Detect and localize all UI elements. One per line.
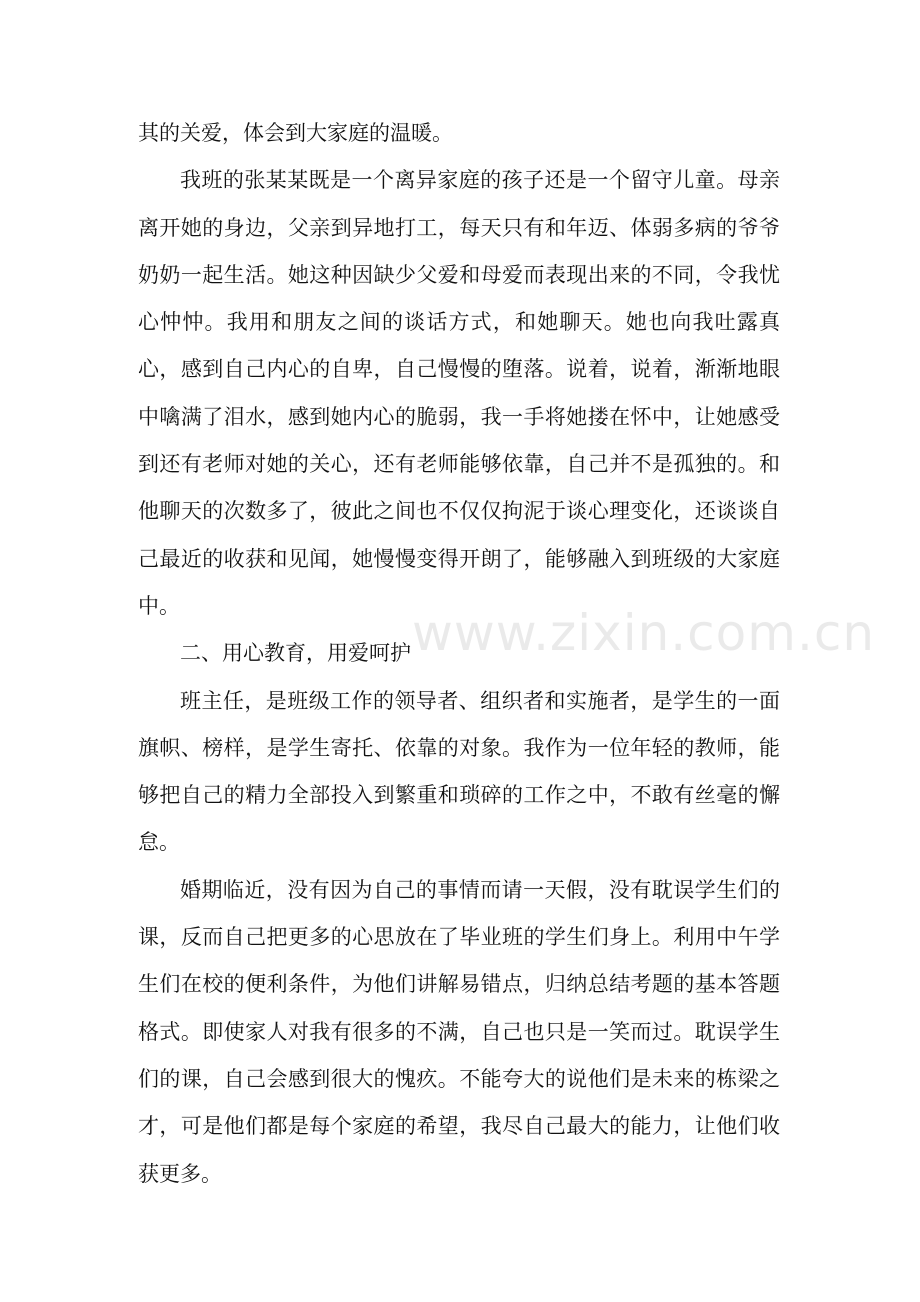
- paragraph: 我班的张某某既是一个离异家庭的孩子还是一个留守儿童。母亲离开她的身边，父亲到异地打工，每天只有和年迈、体弱多病的爷爷奶奶一起生活。她这种因缺少父爱和母爱而表现出来的不同，令我忧心忡忡。我用和朋友之间的谈话方式，和她聊天。她也向我吐露真心，感到自己内心的自卑，自己慢慢的堕落。说着，说着，渐渐地眼中噙满了泪水，感到她内心的脆弱，我一手将她搂在怀中，让她感受到还有老师对她的关心，还有老师能够依靠，自己并不是孤独的。和他聊天的次数多了，彼此之间也不仅仅拘泥于谈心理变化，还谈谈自己最近的收获和见闻，她慢慢变得开朗了，能够融入到班级的大家庭中。: [138, 168, 780, 618]
- paragraph: 婚期临近，没有因为自己的事情而请一天假，没有耽误学生们的课，反而自己把更多的心思放在了毕业班的学生们身上。利用中午学生们在校的便利条件，为他们讲解易错点，归纳总结考题的基本答题格式。即使家人对我有很多的不满，自己也只是一笑而过。耽误学生们的课，自己会感到很大的愧疚。不能夸大的说他们是未来的栋梁之才，可是他们都是每个家庭的希望，我尽自己最大的能力，让他们收获更多。: [138, 877, 780, 1186]
- document-body: [138, 110, 780, 1198]
- paragraph: 其的关爱，体会到大家庭的温暖。: [138, 121, 453, 145]
- paragraph: 班主任，是班级工作的领导者、组织者和实施者，是学生的一面旗帜、榜样，是学生寄托、依靠的对象。我作为一位年轻的教师，能够把自己的精力全部投入到繁重和琐碎的工作之中，不敢有丝毫的懈怠。: [138, 688, 780, 855]
- watermark: www.zixin.com.cn: [412, 604, 876, 662]
- section-heading: 二、用心教育，用爱呵护: [180, 641, 411, 666]
